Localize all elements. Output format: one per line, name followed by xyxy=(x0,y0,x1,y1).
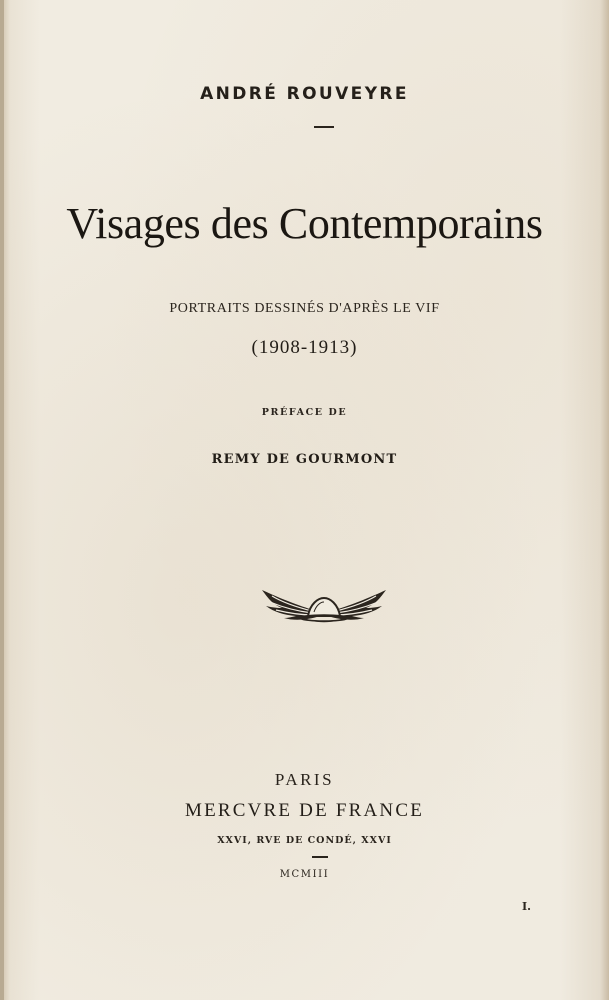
book-title: Visages des Contemporains xyxy=(66,199,543,248)
publisher-name: MERCVRE DE FRANCE xyxy=(184,800,425,821)
preface-author: REMY DE GOURMONT xyxy=(211,452,398,467)
signature-mark: I. xyxy=(522,900,531,913)
publication-city: PARIS xyxy=(274,770,335,789)
page-edge-shadow xyxy=(0,0,4,1000)
date-range: (1908-1913) xyxy=(251,337,358,358)
divider-rule-top xyxy=(314,126,334,128)
divider-rule-bottom xyxy=(312,856,328,858)
winged-helmet-emblem-icon xyxy=(258,582,390,626)
publisher-address: XXVI, RVE DE CONDÉ, XXVI xyxy=(217,835,392,846)
preface-label: PRÉFACE DE xyxy=(261,407,348,418)
publication-year: MCMIII xyxy=(279,869,330,880)
book-subtitle: PORTRAITS DESSINÉS D'APRÈS LE VIF xyxy=(169,301,440,316)
author-name: ANDRÉ ROUVEYRE xyxy=(200,84,409,104)
